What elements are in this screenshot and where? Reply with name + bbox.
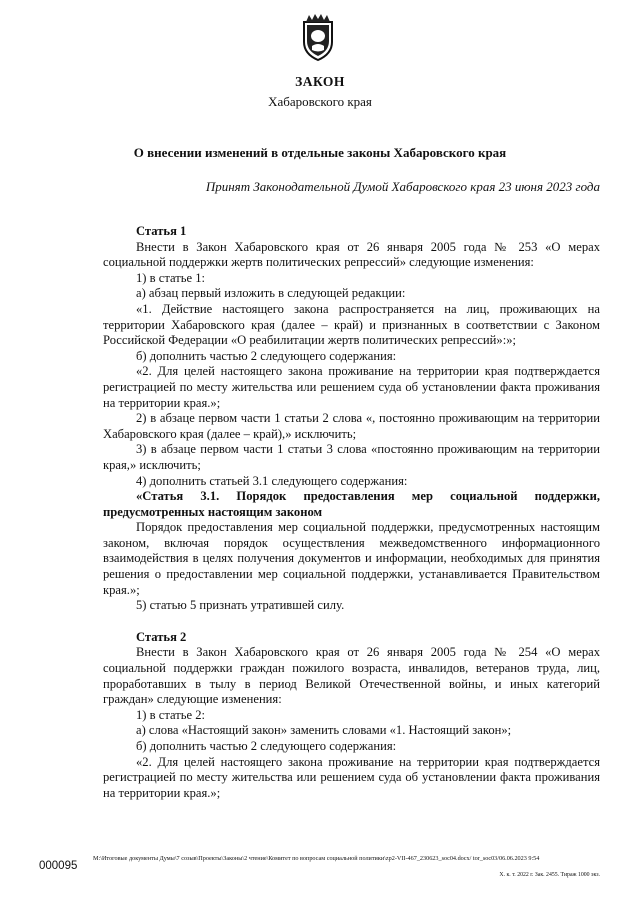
file-path: M:\Итоговые документы Думы\7 созыв\Проекты\Законы\2 чтение\Комитет по вопросам социальной политики\zp2-VII-467_230623_soc04.docx/ tor_soc03/06.06.2023 9:54 (93, 855, 540, 862)
paragraph: а) слова «Настоящий закон» заменить словами «1. Настоящий закон»; (136, 723, 512, 738)
paragraph: 4) дополнить статьей 3.1 следующего содержания: (136, 473, 408, 488)
document-number: 000095 (39, 860, 78, 872)
law-title: ЗАКОН (295, 74, 345, 89)
paragraph: «2. Для целей настоящего закона проживание на территории края подтверждается регистрацией по месту жительства или решением суда об установлении факта проживания на территории края.»; (103, 364, 600, 410)
paragraph: «2. Для целей настоящего закона проживание на территории края подтверждается регистрацией по месту жительства или решением суда об установлении факта проживания на территории края.»; (103, 754, 600, 800)
paragraph: 1) в статье 1: (136, 270, 206, 285)
article-heading: Статья 2 (136, 629, 187, 644)
paragraph: Внести в Закон Хабаровского края от 26 января 2005 года № 254 «О мерах социальной поддержки граждан пожилого возраста, инвалидов, ветеранов труда, лиц, проработавших в тылу в период Великой Отечественной войны, и иных категорий граждан» следующие изменения: (103, 645, 600, 707)
article-heading: Статья 1 (136, 224, 187, 238)
paragraph: «1. Действие настоящего закона распространяется на лиц, проживающих на территории Хабаровского края (далее – край) и признанных в соответствии с Законом Российской Федерации «О реабилитации жертв политических репрессий»:»; (103, 301, 600, 348)
sub-article-heading: «Статья 3.1. Порядок предоставления мер социальной поддержки, предусмотренных настоящим законом (103, 489, 600, 519)
paragraph: Порядок предоставления мер социальной поддержки, предусмотренных настоящим законом, включая порядок осуществления межведомственного информационного взаимодействия в целях получения документов и информации, необходимых для принятия решения о предоставлении мер социальной поддержки, устанавливается Правительством края.»; (103, 520, 600, 597)
paragraph: Внести в Закон Хабаровского края от 26 января 2005 года № 253 «О мерах социальной поддержки жертв политических репрессий» следующие изменения: (103, 239, 600, 270)
adoption-date: Принят Законодательной Думой Хабаровского края 23 июня 2023 года (205, 179, 600, 194)
law-subject: О внесении изменений в отдельные законы Хабаровского края (133, 145, 507, 160)
paragraph: а) абзац первый изложить в следующей редакции: (136, 286, 406, 301)
paragraph: б) дополнить частью 2 следующего содержания: (136, 348, 397, 363)
coat-of-arms-icon (298, 12, 338, 62)
paragraph: 1) в статье 2: (136, 707, 206, 722)
region-subtitle: Хабаровского края (268, 94, 372, 109)
paragraph: 5) статью 5 признать утратившей силу. (136, 598, 345, 613)
print-info: Х. к. т. 2022 г. Зак. 2455. Тираж 1000 экз. (499, 872, 600, 878)
law-body (103, 224, 600, 801)
paragraph: 3) в абзаце первом части 1 статьи 3 слова «постоянно проживающим на территории края,» исключить; (103, 442, 600, 472)
paragraph: б) дополнить частью 2 следующего содержания: (136, 739, 397, 753)
paragraph: 2) в абзаце первом части 1 статьи 2 слова «, постоянно проживающим на территории Хабаровского края (далее – край),» исключить; (103, 411, 600, 441)
